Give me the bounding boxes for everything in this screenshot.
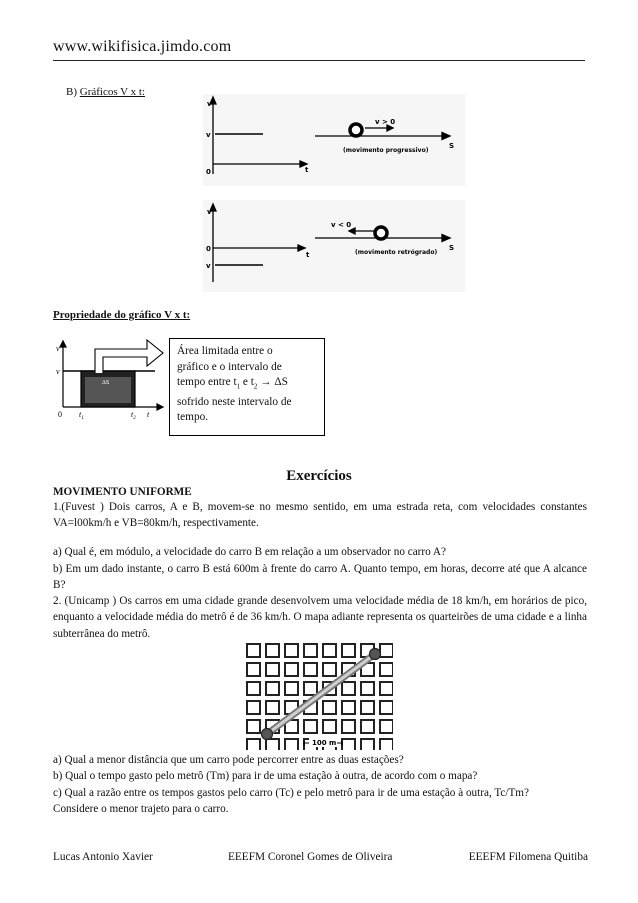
city-block (323, 644, 336, 657)
map-scale-label: 100 m (312, 739, 337, 747)
footer-author: Lucas Antonio Xavier (53, 851, 153, 863)
city-block (247, 682, 260, 695)
question-1-text: 1.(Fuvest ) Dois carros, A e B, movem-se no mesmo sentido, em uma estrada reta, com velocidades constantes VA=l00km/h e VB=80km/h, respectivamente. (53, 501, 587, 530)
city-block (266, 663, 279, 676)
city-block (266, 739, 279, 750)
city-block (266, 682, 279, 695)
city-block (380, 682, 393, 695)
property-heading (53, 309, 190, 321)
motion-caption: (movimento progressivo) (343, 147, 429, 154)
axis-v-level-label: v (206, 262, 211, 270)
question-2b: b) Qual o tempo gasto pelo metrô (Tm) para ir de uma estação à outra, de acordo com o mapa? (53, 770, 478, 783)
property-box-line: Área limitada entre o (177, 345, 273, 357)
t2-label: $t_2$ (131, 410, 136, 421)
city-block (304, 720, 317, 733)
city-block (342, 644, 355, 657)
city-block (323, 701, 336, 714)
section-b-marker: B) (66, 86, 77, 98)
exercises-title: Exercícios (286, 468, 352, 484)
city-block (304, 644, 317, 657)
vector-label: v < 0 (331, 221, 352, 229)
question-1b: b) Em um dado instante, o carro B está 600m à frente do carro A. Quanto tempo, em horas, decorre até que A alcance B? (53, 563, 587, 592)
axis-v-top-label: v (207, 100, 212, 108)
space-axis-arrow (442, 235, 450, 242)
city-block (380, 739, 393, 750)
city-block (361, 701, 374, 714)
city-block (323, 720, 336, 733)
property-box-line: tempo entre $t_1$ e $t_2 \to \Delta S$ (177, 376, 288, 391)
city-block (323, 663, 336, 676)
city-block (247, 701, 260, 714)
subway-station (370, 649, 381, 660)
section-b-title: Gráficos V x t: (79, 86, 146, 98)
axis-v-top-label: v (207, 208, 212, 216)
property-box-line: gráfico e o intervalo de (177, 360, 282, 373)
city-block (380, 644, 393, 657)
space-label: S (449, 244, 455, 252)
area-to-displacement-arrow (95, 340, 163, 373)
moving-object (350, 124, 362, 136)
t-axis-label: t (147, 410, 150, 419)
t-axis-arrow (157, 404, 163, 410)
area-label: ΔS (102, 380, 110, 386)
graph-progressive-motion (203, 94, 465, 186)
level-v-label: v (56, 367, 60, 376)
origin-label: 0 (206, 168, 211, 176)
city-block (361, 682, 374, 695)
page-footer (53, 851, 588, 867)
section-b-heading (66, 86, 145, 98)
space-axis-arrow (442, 133, 450, 140)
property-area-figure (55, 335, 167, 430)
question-2-items (53, 752, 587, 817)
axis-t-label: t (305, 166, 309, 174)
axis-v-level-label: v (206, 131, 211, 139)
city-block (380, 701, 393, 714)
city-block (247, 644, 260, 657)
city-block (380, 663, 393, 676)
city-block (285, 644, 298, 657)
axis-v-label: v (56, 344, 60, 353)
property-box-line: tempo. (177, 411, 209, 424)
question-2c: c) Qual a razão entre os tempos gastos pelo carro (Tc) e pelo metrô para ir de uma estação à outra, Tc/Tm? (53, 786, 529, 799)
property-box-line: sofrido neste intervalo de (177, 395, 292, 408)
property-title: Propriedade do gráfico V x t (53, 309, 187, 321)
question-2a: a) Qual a menor distância que um carro pode percorrer entre as duas estações? (53, 754, 404, 766)
header-rule (53, 60, 585, 61)
property-description-box (169, 338, 325, 436)
question-2-text: 2. (Unicamp ) Os carros em uma cidade grande desenvolvem uma velocidade média de 18 km/h, em horários de pico, enquanto a velocidade média do metrô é de 36 km/h. O mapa adiante representa os quarteirões de uma cidade e a linha subterrânea do metrô. (53, 595, 587, 640)
city-block (304, 663, 317, 676)
city-block (285, 682, 298, 695)
subway-station (262, 729, 273, 740)
footer-school-1: EEEFM Coronel Gomes de Oliveira (228, 851, 393, 863)
city-block (342, 701, 355, 714)
city-block (247, 663, 260, 676)
city-map-figure (243, 640, 393, 755)
site-header: www.wikifisica.jimdo.com (53, 38, 232, 55)
city-block (285, 739, 298, 750)
origin-label: 0 (58, 410, 62, 419)
t-axis-arrow (298, 245, 305, 251)
moving-object (375, 227, 387, 239)
city-block (380, 720, 393, 733)
city-block (361, 739, 374, 750)
vector-label: v > 0 (375, 118, 396, 126)
city-block (342, 739, 355, 750)
footer-school-2: EEEFM Filomena Quitiba (468, 851, 588, 863)
city-block (342, 720, 355, 733)
motion-caption: (movimento retrógrado) (355, 249, 438, 256)
city-block (342, 682, 355, 695)
t1-label: $t_1$ (79, 410, 84, 421)
city-block (285, 663, 298, 676)
property-title-suffix: : (186, 309, 191, 321)
question-1a: a) Qual é, em módulo, a velocidade do carro B em relação a um observador no carro A? (53, 546, 446, 558)
city-block (361, 720, 374, 733)
question-2d: Considere o menor trajeto para o carro. (53, 802, 229, 815)
space-label: S (449, 142, 455, 150)
axis-t-label: t (306, 251, 310, 259)
section-title-uniform-motion: MOVIMENTO UNIFORME (53, 486, 192, 498)
city-block (266, 644, 279, 657)
origin-label: 0 (206, 245, 211, 253)
city-block (247, 720, 260, 733)
city-block (247, 739, 260, 750)
v-axis-arrow (60, 341, 66, 347)
graph-retrograde-motion (203, 200, 465, 292)
city-block (266, 701, 279, 714)
city-block (304, 682, 317, 695)
